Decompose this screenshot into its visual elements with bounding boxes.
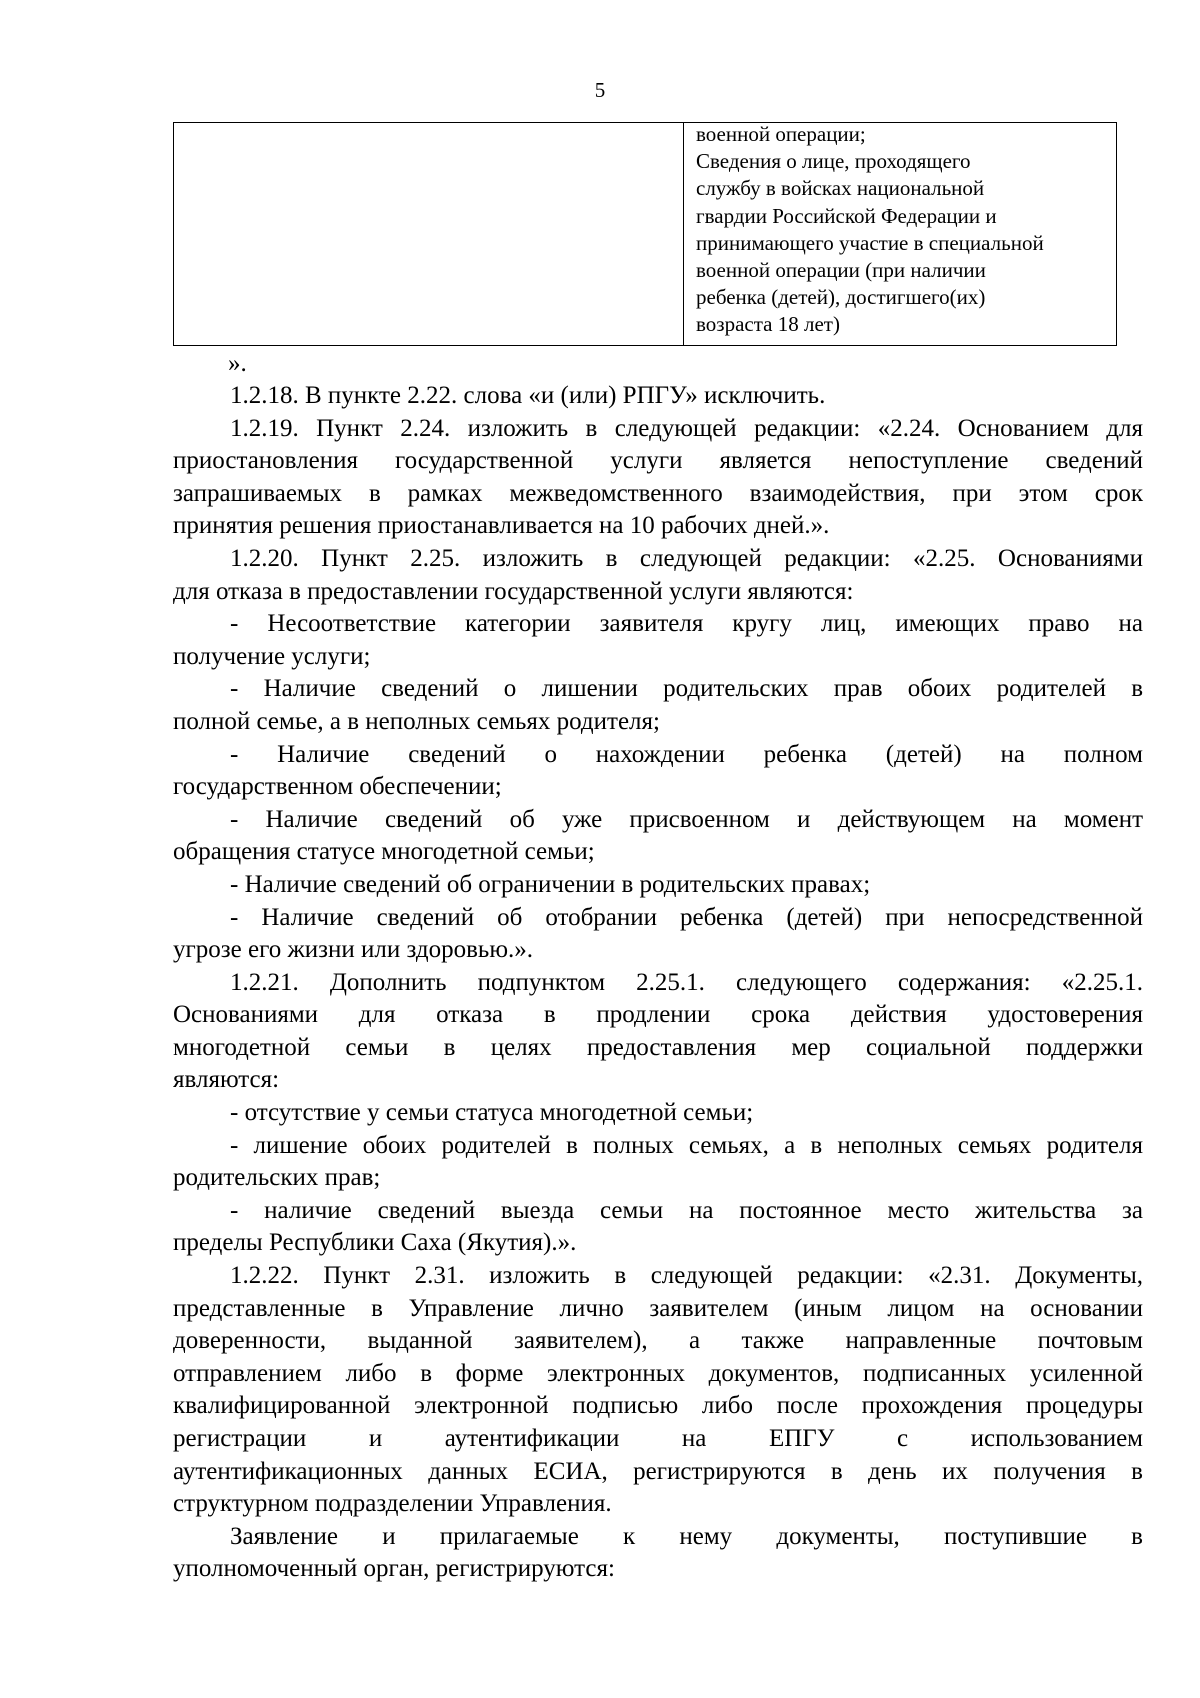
text-line: представленные в Управление лично заявителем (иным лицом на основании: [173, 1294, 1143, 1322]
text-line: 1.2.22. Пункт 2.31. изложить в следующей редакции: «2.31. Документы,: [230, 1262, 1143, 1290]
table-cell-line: военной операции;: [696, 122, 866, 146]
closing-quote-mark: ».: [228, 350, 247, 377]
text-line: государственном обеспечении;: [173, 773, 502, 801]
text-line: родительских прав;: [173, 1164, 381, 1192]
table-cell-line: службу в войсках национальной: [696, 176, 985, 201]
text-line: получение услуги;: [173, 642, 371, 670]
table-cell-line: возраста 18 лет): [696, 312, 840, 337]
page-number: 5: [594, 78, 606, 102]
text-line: уполномоченный орган, регистрируются:: [173, 1555, 615, 1583]
text-line: полной семье, а в неполных семьях родителя;: [173, 707, 660, 735]
table-cell-right: [696, 121, 1112, 339]
text-line: - Наличие сведений о нахождении ребенка (детей) на полном: [230, 740, 1143, 768]
text-line: структурном подразделении Управления.: [173, 1490, 612, 1518]
text-line: пределы Республики Саха (Якутия).».: [173, 1229, 577, 1257]
table-cell-line: Сведения о лице, проходящего: [696, 149, 971, 174]
table-cell-line: военной операции (при наличии: [696, 258, 986, 283]
text-line: доверенности, выданной заявителем), а также направленные почтовым: [173, 1327, 1143, 1355]
text-line: - отсутствие у семьи статуса многодетной семьи;: [230, 1099, 754, 1127]
table-cell-left: [174, 123, 684, 345]
text-line: - Наличие сведений об отобрании ребенка (детей) при непосредственной: [230, 903, 1143, 931]
table-cell-line: ребенка (детей), достигшего(их): [696, 285, 986, 310]
text-line: 1.2.20. Пункт 2.25. изложить в следующей редакции: «2.25. Основаниями: [230, 544, 1143, 572]
text-line: - Наличие сведений об ограничении в родительских правах;: [230, 870, 871, 898]
text-line: Заявление и прилагаемые к нему документы, поступившие в: [230, 1522, 1143, 1550]
text-line: Основаниями для отказа в продлении срока действия удостоверения: [173, 1001, 1143, 1029]
text-line: для отказа в предоставлении государственной услуги являются:: [173, 577, 854, 605]
text-line: принятия решения приостанавливается на 10 рабочих дней.».: [173, 512, 830, 540]
text-line: 1.2.18. В пункте 2.22. слова «и (или) РПГУ» исключить.: [230, 382, 826, 409]
continued-table: [173, 122, 1117, 346]
text-line: - Несоответствие категории заявителя кругу лиц, имеющих право на: [230, 610, 1143, 638]
text-line: приостановления государственной услуги является непоступление сведений: [173, 447, 1143, 475]
text-line: 1.2.21. Дополнить подпунктом 2.25.1. следующего содержания: «2.25.1.: [230, 968, 1143, 996]
text-line: отправлением либо в форме электронных документов, подписанных усиленной: [173, 1359, 1143, 1387]
table-cell-line: принимающего участие в специальной: [696, 230, 1044, 255]
text-line: регистрации и аутентификации на ЕПГУ с использованием: [173, 1425, 1143, 1452]
text-line: многодетной семьи в целях предоставления мер социальной поддержки: [173, 1033, 1143, 1061]
text-line: - наличие сведений выезда семьи на постоянное место жительства за: [230, 1196, 1143, 1224]
table-cell-line: гвардии Российской Федерации и: [696, 203, 997, 228]
text-line: обращения статусе многодетной семьи;: [173, 838, 595, 866]
text-line: - Наличие сведений о лишении родительских прав обоих родителей в: [230, 675, 1143, 703]
text-line: запрашиваемых в рамках межведомственного взаимодействия, при этом срок: [173, 479, 1143, 507]
text-line: квалифицированной электронной подписью либо после прохождения процедуры: [173, 1392, 1143, 1420]
text-line: являются:: [173, 1066, 280, 1094]
text-line: - Наличие сведений об уже присвоенном и действующем на момент: [230, 805, 1143, 833]
text-line: угрозе его жизни или здоровью.».: [173, 936, 533, 964]
text-line: аутентификационных данных ЕСИА, регистрируются в день их получения в: [173, 1457, 1143, 1485]
text-line: - лишение обоих родителей в полных семьях, а в неполных семьях родителя: [230, 1131, 1143, 1159]
text-line: 1.2.19. Пункт 2.24. изложить в следующей редакции: «2.24. Основанием для: [230, 414, 1143, 442]
amendment-text: [173, 380, 1143, 1586]
